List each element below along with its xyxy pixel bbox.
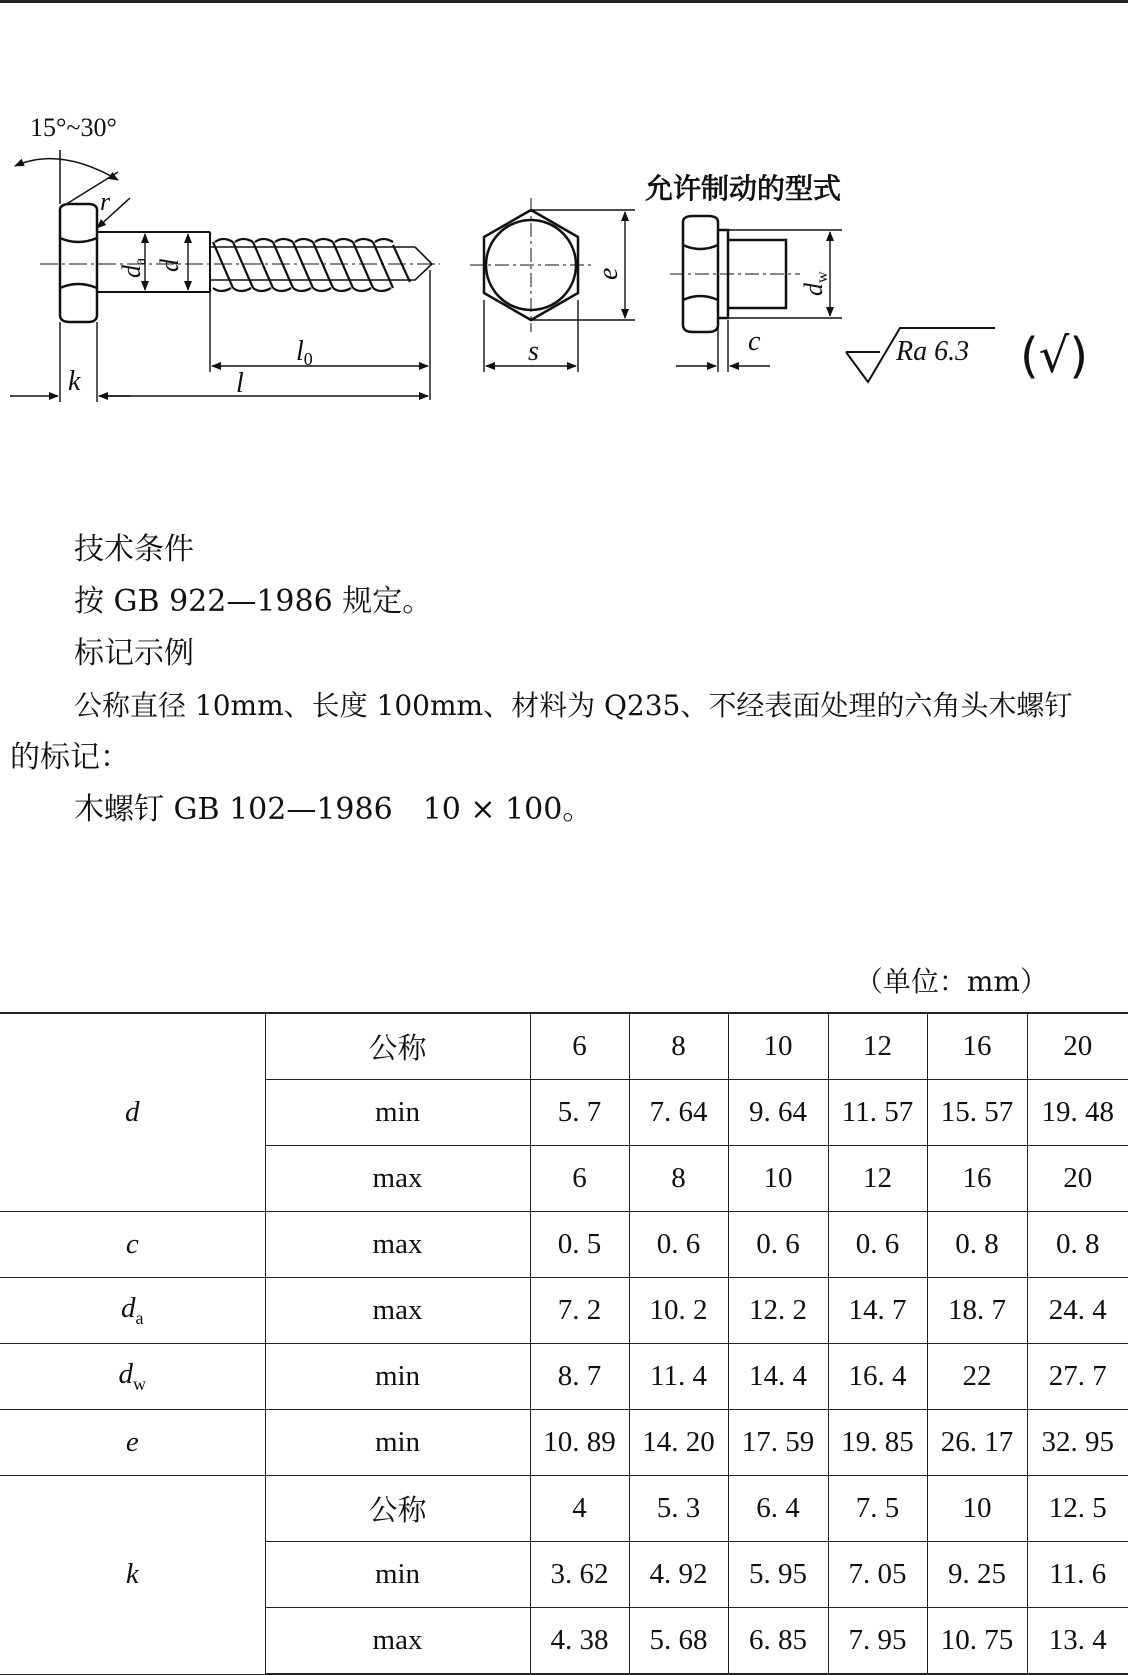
value-cell: 11. 4	[629, 1344, 728, 1410]
value-cell: 19. 85	[828, 1410, 927, 1476]
value-cell: 10. 2	[629, 1278, 728, 1344]
value-cell: 5. 68	[629, 1608, 728, 1675]
screw-side-view	[60, 204, 432, 322]
table-row-e-min	[0, 1410, 1128, 1476]
dim-e-label: e	[593, 267, 624, 280]
value-cell: 7. 2	[530, 1278, 629, 1344]
value-cell: 0. 8	[1027, 1212, 1128, 1278]
tech-heading: 技术条件	[74, 532, 194, 567]
value-cell: 7. 64	[629, 1080, 728, 1146]
param-cell-dw: $d_w$	[0, 1344, 265, 1410]
value-cell: 6. 4	[728, 1476, 828, 1542]
dim-l0-label: l0	[296, 336, 313, 369]
value-cell: 12. 2	[728, 1278, 828, 1344]
value-cell: 16. 4	[828, 1344, 927, 1410]
table-row-da-max	[0, 1278, 1128, 1344]
param-cell-e: e	[0, 1410, 265, 1476]
value-cell: 16	[927, 1013, 1027, 1080]
type-cell: min	[265, 1344, 530, 1410]
dim-k-label: k	[68, 366, 81, 397]
value-cell: 0. 6	[629, 1212, 728, 1278]
dim-c-label: c	[748, 326, 761, 357]
value-cell: 12	[828, 1013, 927, 1080]
table-row-c-max	[0, 1212, 1128, 1278]
value-cell: 9. 64	[728, 1080, 828, 1146]
value-cell: 22	[927, 1344, 1027, 1410]
value-cell: 8	[629, 1146, 728, 1212]
param-cell-k: k	[0, 1476, 265, 1675]
value-cell: 0. 6	[728, 1212, 828, 1278]
value-cell: 0. 8	[927, 1212, 1027, 1278]
mark-body-line1: 公称直径 10mm、长度 100mm、材料为 Q235、不经表面处理的六角头木螺钉	[74, 689, 1073, 722]
value-cell: 11. 57	[828, 1080, 927, 1146]
type-cell: 公称	[265, 1476, 530, 1542]
value-cell: 24. 4	[1027, 1278, 1128, 1344]
mark-body-line2: 的标记：	[10, 740, 130, 775]
type-cell: max	[265, 1278, 530, 1344]
dim-l-label: l	[236, 368, 244, 399]
value-cell: 6	[530, 1146, 629, 1212]
type-cell: min	[265, 1080, 530, 1146]
value-cell: 17. 59	[728, 1410, 828, 1476]
value-cell: 12	[828, 1146, 927, 1212]
value-cell: 10	[927, 1476, 1027, 1542]
value-cell: 5. 3	[629, 1476, 728, 1542]
value-cell: 13. 4	[1027, 1608, 1128, 1675]
value-cell: 11. 6	[1027, 1542, 1128, 1608]
value-cell: 16	[927, 1146, 1027, 1212]
hex-centerlines	[470, 198, 592, 332]
value-cell: 18. 7	[927, 1278, 1027, 1344]
value-cell: 6. 85	[728, 1608, 828, 1675]
dim-dw-label: dw	[799, 271, 831, 296]
value-cell: 6	[530, 1013, 629, 1080]
table-row-dw-min	[0, 1344, 1128, 1410]
type-cell: max	[265, 1608, 530, 1675]
type-cell: max	[265, 1146, 530, 1212]
roughness-paren-check: (√)	[1020, 328, 1089, 384]
type-cell: min	[265, 1542, 530, 1608]
value-cell: 7. 05	[828, 1542, 927, 1608]
radius-label: r	[100, 187, 111, 216]
mark-example: 木螺钉 GB 102—1986 10 × 100。	[74, 792, 593, 827]
unit-note: （单位：mm）	[854, 965, 1048, 998]
value-cell: 8	[629, 1013, 728, 1080]
value-cell: 14. 4	[728, 1344, 828, 1410]
screw-technical-drawing	[0, 110, 1128, 430]
top-rule	[0, 0, 1128, 3]
table-row-d-nominal	[0, 1013, 1128, 1080]
value-cell: 9. 25	[927, 1542, 1027, 1608]
value-cell: 5. 95	[728, 1542, 828, 1608]
allowed-type-title: 允许制动的型式	[645, 172, 842, 205]
value-cell: 20	[1027, 1013, 1128, 1080]
type-cell: 公称	[265, 1013, 530, 1080]
value-cell: 7. 95	[828, 1608, 927, 1675]
value-cell: 26. 17	[927, 1410, 1027, 1476]
value-cell: 12. 5	[1027, 1476, 1128, 1542]
hex-dimensions	[484, 210, 635, 372]
value-cell: 20	[1027, 1146, 1128, 1212]
value-cell: 10. 89	[530, 1410, 629, 1476]
value-cell: 27. 7	[1027, 1344, 1128, 1410]
type-cell: min	[265, 1410, 530, 1476]
value-cell: 19. 48	[1027, 1080, 1128, 1146]
table-row-k-nominal	[0, 1476, 1128, 1542]
value-cell: 32. 95	[1027, 1410, 1128, 1476]
roughness-label: Ra 6.3	[896, 336, 970, 367]
value-cell: 4. 92	[629, 1542, 728, 1608]
value-cell: 10	[728, 1146, 828, 1212]
param-cell-c: c	[0, 1212, 265, 1278]
value-cell: 10. 75	[927, 1608, 1027, 1675]
mark-heading: 标记示例	[74, 636, 194, 671]
tech-body: 按 GB 922—1986 规定。	[74, 584, 433, 619]
value-cell: 7. 5	[828, 1476, 927, 1542]
dim-da-label: da	[117, 257, 149, 278]
type-cell: max	[265, 1212, 530, 1278]
value-cell: 0. 5	[530, 1212, 629, 1278]
value-cell: 14. 20	[629, 1410, 728, 1476]
value-cell: 8. 7	[530, 1344, 629, 1410]
value-cell: 0. 6	[828, 1212, 927, 1278]
angle-label: 15°~30°	[30, 113, 117, 142]
value-cell: 4. 38	[530, 1608, 629, 1675]
dimension-table	[0, 1012, 1128, 1675]
value-cell: 10	[728, 1013, 828, 1080]
value-cell: 15. 57	[927, 1080, 1027, 1146]
value-cell: 14. 7	[828, 1278, 927, 1344]
value-cell: 5. 7	[530, 1080, 629, 1146]
dim-d-label: d	[155, 259, 184, 272]
dim-s-label: s	[528, 336, 539, 367]
value-cell: 3. 62	[530, 1542, 629, 1608]
value-cell: 4	[530, 1476, 629, 1542]
param-cell-d: d	[0, 1013, 265, 1212]
angle-annotation	[15, 150, 130, 228]
param-cell-da: $d_a$	[0, 1278, 265, 1344]
